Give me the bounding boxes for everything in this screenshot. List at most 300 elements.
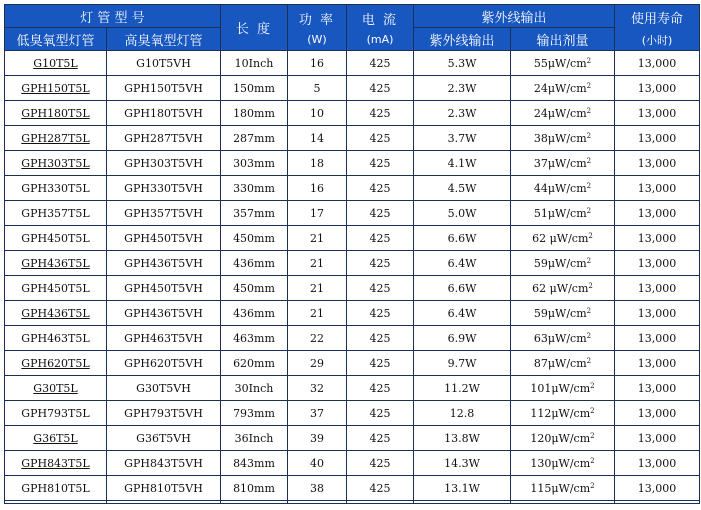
dose-unit-superscript: 2 (586, 181, 592, 190)
dose-unit-superscript: 2 (586, 306, 592, 315)
lifetime-cell (615, 426, 700, 451)
dose-output-cell (511, 376, 615, 401)
lifetime-cell-text: 13,000 (637, 281, 677, 295)
uv-output-cell (414, 351, 511, 376)
high-ozone-model-cell (107, 251, 221, 276)
partial-cell (511, 501, 615, 504)
uv-output-cell (414, 151, 511, 176)
table-row (5, 76, 700, 101)
uv-output-cell (414, 226, 511, 251)
current-header-label: 电 流 (361, 13, 399, 28)
high-ozone-header: 高臭氧型灯管 (107, 28, 221, 51)
high-ozone-model-cell (107, 376, 221, 401)
lifetime-cell (615, 151, 700, 176)
uv-output-cell (414, 176, 511, 201)
high-ozone-model-cell-text: GPH330T5VH (124, 181, 203, 195)
high-ozone-model-cell-text: G30T5VH (136, 381, 191, 395)
power-cell-text: 29 (310, 356, 324, 370)
high-ozone-model-cell-text: G36T5VH (136, 431, 191, 445)
dose-output-cell (511, 351, 615, 376)
uv-output-cell (414, 326, 511, 351)
high-ozone-model-cell-text: GPH357T5VH (124, 206, 203, 220)
current-cell-text: 425 (369, 206, 391, 220)
low-ozone-model-cell-text: GPH450T5L (21, 231, 90, 245)
lifetime-cell-text: 13,000 (637, 356, 677, 370)
low-ozone-model-cell (5, 301, 107, 326)
high-ozone-model-cell (107, 226, 221, 251)
power-cell-text: 21 (310, 306, 324, 320)
dose-output-cell-text: 130μW/cm (530, 456, 591, 470)
lifetime-cell (615, 301, 700, 326)
table-row (5, 376, 700, 401)
lifetime-cell (615, 101, 700, 126)
uv-output-cell (414, 301, 511, 326)
power-cell-text: 14 (310, 131, 324, 145)
dose-output-cell-text: 44μW/cm (533, 181, 587, 195)
high-ozone-model-cell-text: GPH620T5VH (124, 356, 203, 370)
current-cell-text: 425 (369, 306, 391, 320)
current-cell-text: 425 (369, 431, 391, 445)
power-cell-text: 16 (310, 56, 324, 70)
high-ozone-model-cell-text: GPH793T5VH (124, 406, 203, 420)
power-cell (288, 451, 347, 476)
lifetime-cell (615, 176, 700, 201)
power-cell (288, 101, 347, 126)
lifetime-cell-text: 13,000 (637, 206, 677, 220)
low-ozone-header: 低臭氧型灯管 (5, 28, 107, 51)
table-row (5, 326, 700, 351)
table-row (5, 226, 700, 251)
current-header (347, 5, 414, 51)
power-cell-text: 21 (310, 256, 324, 270)
dose-output-cell (511, 51, 615, 76)
lifetime-cell-text: 13,000 (637, 231, 677, 245)
dose-output-cell-text: 112μW/cm (530, 406, 591, 420)
length-cell (221, 276, 288, 301)
power-cell (288, 251, 347, 276)
lifetime-cell-text: 13,000 (637, 156, 677, 170)
dose-unit-superscript: 2 (586, 56, 592, 65)
dose-unit-superscript: 2 (586, 156, 592, 165)
power-cell (288, 76, 347, 101)
low-ozone-model-cell-text: G36T5L (33, 431, 78, 445)
high-ozone-model-cell-text: GPH450T5VH (124, 231, 203, 245)
length-cell (221, 401, 288, 426)
power-cell-text: 16 (310, 181, 324, 195)
low-ozone-model-cell-text: G10T5L (33, 56, 78, 70)
uv-output-header: 紫外线输出 (414, 5, 615, 28)
power-cell (288, 476, 347, 501)
length-cell-text: 180mm (233, 106, 275, 120)
table-row (5, 51, 700, 76)
lifetime-cell (615, 51, 700, 76)
low-ozone-model-cell-text: GPH463T5L (21, 331, 90, 345)
power-cell (288, 226, 347, 251)
high-ozone-model-cell (107, 76, 221, 101)
length-cell-text: 793mm (233, 406, 275, 420)
dose-output-cell (511, 326, 615, 351)
low-ozone-model-cell-text: GPH843T5L (21, 456, 90, 470)
power-cell-text: 37 (310, 406, 324, 420)
power-cell-text: 21 (310, 231, 324, 245)
lifetime-cell (615, 226, 700, 251)
high-ozone-model-cell (107, 101, 221, 126)
low-ozone-model-cell-text: GPH180T5L (21, 106, 90, 120)
power-cell-text: 38 (310, 481, 324, 495)
length-cell (221, 376, 288, 401)
dose-output-cell-text: 24μW/cm (533, 106, 587, 120)
power-cell-text: 18 (310, 156, 324, 170)
uv-output-cell (414, 101, 511, 126)
lifetime-cell (615, 76, 700, 101)
low-ozone-model-cell-text: GPH330T5L (21, 181, 90, 195)
power-cell (288, 151, 347, 176)
dose-output-cell-text: 101μW/cm (530, 381, 591, 395)
current-cell-text: 425 (369, 256, 391, 270)
length-cell (221, 251, 288, 276)
power-cell (288, 301, 347, 326)
uv-output-cell (414, 426, 511, 451)
dose-output-cell-text: 24μW/cm (533, 81, 587, 95)
low-ozone-model-cell (5, 201, 107, 226)
uv-output-cell-text: 4.1W (447, 156, 477, 170)
dose-output-cell (511, 251, 615, 276)
high-ozone-model-cell-text: GPH150T5VH (124, 81, 203, 95)
current-cell (347, 276, 414, 301)
dose-output-cell-text: 115μW/cm (530, 481, 591, 495)
low-ozone-model-cell-text: GPH436T5L (21, 306, 90, 320)
length-header (221, 5, 288, 51)
length-cell (221, 201, 288, 226)
length-cell (221, 426, 288, 451)
dose-unit-superscript: 2 (586, 106, 592, 115)
dose-output-cell-text: 55μW/cm (533, 56, 587, 70)
table-row (5, 351, 700, 376)
power-cell (288, 176, 347, 201)
length-cell (221, 226, 288, 251)
low-ozone-model-cell (5, 376, 107, 401)
high-ozone-model-cell (107, 276, 221, 301)
dose-output-cell-text: 37μW/cm (533, 156, 587, 170)
dose-unit-superscript: 2 (586, 331, 592, 340)
low-ozone-model-cell-text: GPH436T5L (21, 256, 90, 270)
dose-unit-superscript: 2 (586, 206, 592, 215)
uv-output-cell-text: 6.9W (447, 331, 477, 345)
low-ozone-model-cell-text: GPH810T5L (21, 481, 90, 495)
uv-output-cell-text: 13.8W (444, 431, 480, 445)
lifetime-cell-text: 13,000 (637, 56, 677, 70)
uv-output-cell (414, 276, 511, 301)
uv-output-cell (414, 201, 511, 226)
current-cell (347, 76, 414, 101)
current-cell (347, 476, 414, 501)
current-cell-text: 425 (369, 131, 391, 145)
uv-output-cell-text: 2.3W (447, 81, 477, 95)
current-cell (347, 326, 414, 351)
low-ozone-model-cell (5, 151, 107, 176)
length-header-label: 长 度 (235, 22, 273, 37)
low-ozone-model-cell-text: GPH620T5L (21, 356, 90, 370)
dose-output-cell-text: 51μW/cm (533, 206, 587, 220)
partial-cell (107, 501, 221, 504)
low-ozone-model-cell (5, 226, 107, 251)
length-cell (221, 51, 288, 76)
dose-output-cell (511, 476, 615, 501)
dose-unit-superscript: 2 (590, 381, 595, 390)
high-ozone-model-cell (107, 351, 221, 376)
dose-output-cell-text: 62 μW/cm (532, 231, 589, 245)
dose-output-cell-text: 38μW/cm (533, 131, 587, 145)
current-cell (347, 426, 414, 451)
uv-output-cell (414, 126, 511, 151)
lifetime-cell-text: 13,000 (637, 381, 677, 395)
dose-output-cell (511, 276, 615, 301)
dose-unit-superscript: 2 (590, 431, 595, 440)
length-cell (221, 351, 288, 376)
power-cell-text: 32 (310, 381, 324, 395)
current-unit: (mA) (366, 33, 394, 46)
low-ozone-model-cell (5, 476, 107, 501)
low-ozone-model-cell-text: GPH450T5L (21, 281, 90, 295)
high-ozone-model-cell (107, 301, 221, 326)
length-cell-text: 287mm (233, 131, 275, 145)
length-cell (221, 451, 288, 476)
lifetime-cell-text: 13,000 (637, 81, 677, 95)
table-row (5, 151, 700, 176)
current-cell (347, 376, 414, 401)
length-cell (221, 301, 288, 326)
power-header (288, 5, 347, 51)
lifetime-cell-text: 13,000 (637, 406, 677, 420)
uv-output-cell-text: 6.4W (447, 256, 477, 270)
dose-output-cell-text: 120μW/cm (530, 431, 591, 445)
power-cell (288, 426, 347, 451)
uv-output-cell-text: 5.3W (447, 56, 477, 70)
table-row (5, 401, 700, 426)
dose-unit-superscript: 2 (588, 231, 593, 240)
length-cell-text: 450mm (233, 281, 275, 295)
length-cell (221, 176, 288, 201)
low-ozone-model-cell-text: GPH357T5L (21, 206, 90, 220)
table-row (5, 476, 700, 501)
low-ozone-model-cell (5, 351, 107, 376)
high-ozone-model-cell (107, 151, 221, 176)
length-cell-text: 450mm (233, 231, 275, 245)
current-cell-text: 425 (369, 156, 391, 170)
current-cell (347, 126, 414, 151)
uv-output-cell-text: 13.1W (444, 481, 480, 495)
table-row (5, 451, 700, 476)
current-cell (347, 201, 414, 226)
high-ozone-model-cell (107, 126, 221, 151)
power-cell-text: 10 (310, 106, 324, 120)
dose-output-cell (511, 76, 615, 101)
uv-output-cell-text: 14.3W (444, 456, 480, 470)
dose-unit-superscript: 2 (586, 256, 592, 265)
low-ozone-model-cell (5, 101, 107, 126)
current-cell (347, 351, 414, 376)
lamp-model-header: 灯 管 型 号 (5, 5, 221, 28)
uv-output-sub-header: 紫外线输出 (414, 28, 511, 51)
high-ozone-model-cell-text: G10T5VH (136, 56, 191, 70)
dose-output-cell (511, 426, 615, 451)
table-row (5, 276, 700, 301)
uv-output-cell (414, 76, 511, 101)
dose-output-cell-text: 87μW/cm (533, 356, 587, 370)
low-ozone-model-cell (5, 126, 107, 151)
lifetime-cell-text: 13,000 (637, 181, 677, 195)
uv-output-cell (414, 401, 511, 426)
high-ozone-model-cell-text: GPH436T5VH (124, 256, 203, 270)
high-ozone-model-cell-text: GPH303T5VH (124, 156, 203, 170)
dose-unit-superscript: 2 (586, 81, 592, 90)
current-cell (347, 451, 414, 476)
high-ozone-model-cell-text: GPH810T5VH (124, 481, 203, 495)
dose-output-cell (511, 126, 615, 151)
high-ozone-model-cell-text: GPH180T5VH (124, 106, 203, 120)
dose-output-cell-text: 59μW/cm (533, 306, 587, 320)
lifetime-header-label: 使用寿命 (631, 11, 684, 27)
length-cell-text: 436mm (233, 306, 275, 320)
low-ozone-model-cell (5, 426, 107, 451)
current-cell (347, 301, 414, 326)
dose-output-cell (511, 151, 615, 176)
power-cell (288, 326, 347, 351)
table-row (5, 101, 700, 126)
uv-output-cell (414, 376, 511, 401)
uv-output-cell-text: 3.7W (447, 131, 477, 145)
lifetime-cell-text: 13,000 (637, 106, 677, 120)
low-ozone-model-cell-text: GPH150T5L (21, 81, 90, 95)
dose-output-cell (511, 401, 615, 426)
dose-output-cell (511, 201, 615, 226)
table-row (5, 301, 700, 326)
dose-output-cell (511, 101, 615, 126)
low-ozone-model-cell (5, 251, 107, 276)
uv-output-cell-text: 2.3W (447, 106, 477, 120)
low-ozone-model-cell (5, 76, 107, 101)
current-cell (347, 401, 414, 426)
power-cell (288, 401, 347, 426)
table-row (5, 176, 700, 201)
power-cell (288, 351, 347, 376)
partial-cell (414, 501, 511, 504)
dose-output-cell (511, 301, 615, 326)
table-row (5, 126, 700, 151)
dose-unit-superscript: 2 (590, 481, 595, 490)
partial-cell (288, 501, 347, 504)
length-cell (221, 101, 288, 126)
dose-output-cell (511, 226, 615, 251)
current-cell (347, 176, 414, 201)
dose-unit-superscript: 2 (586, 131, 592, 140)
uv-output-cell-text: 4.5W (447, 181, 477, 195)
table-row-partial (5, 501, 700, 504)
partial-cell (347, 501, 414, 504)
dose-output-cell-text: 59μW/cm (533, 256, 587, 270)
high-ozone-model-cell (107, 326, 221, 351)
current-cell (347, 251, 414, 276)
power-unit: (W) (307, 33, 327, 46)
lifetime-cell-text: 13,000 (637, 256, 677, 270)
current-cell (347, 101, 414, 126)
current-cell-text: 425 (369, 356, 391, 370)
lifetime-cell (615, 476, 700, 501)
high-ozone-model-cell-text: GPH463T5VH (124, 331, 203, 345)
low-ozone-model-cell-text: GPH303T5L (21, 156, 90, 170)
high-ozone-model-cell (107, 426, 221, 451)
current-cell-text: 425 (369, 406, 391, 420)
length-cell-text: 30Inch (234, 381, 274, 395)
low-ozone-model-cell-text: GPH793T5L (21, 406, 90, 420)
low-ozone-model-cell-text: GPH287T5L (21, 131, 90, 145)
power-cell (288, 376, 347, 401)
current-cell (347, 151, 414, 176)
current-cell-text: 425 (369, 56, 391, 70)
table-header (5, 5, 700, 51)
length-cell-text: 330mm (233, 181, 275, 195)
length-cell-text: 436mm (233, 256, 275, 270)
uv-output-cell-text: 5.0W (447, 206, 477, 220)
lifetime-header (615, 5, 700, 51)
uv-output-cell (414, 476, 511, 501)
length-cell-text: 463mm (233, 331, 275, 345)
low-ozone-model-cell (5, 451, 107, 476)
power-cell-text: 40 (310, 456, 324, 470)
lifetime-cell (615, 251, 700, 276)
high-ozone-model-cell (107, 51, 221, 76)
length-cell-text: 357mm (233, 206, 275, 220)
lifetime-cell-text: 13,000 (637, 431, 677, 445)
current-cell (347, 51, 414, 76)
lifetime-cell (615, 401, 700, 426)
length-cell-text: 10Inch (234, 56, 274, 70)
length-cell-text: 810mm (233, 481, 275, 495)
lifetime-cell (615, 201, 700, 226)
high-ozone-model-cell (107, 476, 221, 501)
uv-output-cell-text: 12.8 (449, 406, 475, 420)
power-cell (288, 276, 347, 301)
high-ozone-model-cell (107, 176, 221, 201)
dose-output-cell-text: 63μW/cm (533, 331, 587, 345)
low-ozone-model-cell (5, 401, 107, 426)
current-cell-text: 425 (369, 281, 391, 295)
length-cell-text: 150mm (233, 81, 275, 95)
current-cell-text: 425 (369, 381, 391, 395)
current-cell-text: 425 (369, 331, 391, 345)
lifetime-unit: (小时) (641, 33, 673, 47)
length-cell-text: 620mm (233, 356, 275, 370)
current-cell-text: 425 (369, 231, 391, 245)
high-ozone-model-cell-text: GPH436T5VH (124, 306, 203, 320)
current-cell-text: 425 (369, 81, 391, 95)
table-row (5, 426, 700, 451)
uv-output-cell-text: 9.7W (447, 356, 477, 370)
uv-output-cell-text: 6.6W (447, 231, 477, 245)
length-cell (221, 151, 288, 176)
lifetime-cell (615, 126, 700, 151)
dose-unit-superscript: 2 (590, 406, 595, 415)
dose-output-header: 输出剂量 (511, 28, 615, 51)
current-cell-text: 425 (369, 181, 391, 195)
uv-output-cell (414, 451, 511, 476)
current-cell-text: 425 (369, 456, 391, 470)
dose-output-cell (511, 176, 615, 201)
partial-cell (5, 501, 107, 504)
high-ozone-model-cell-text: GPH843T5VH (124, 456, 203, 470)
power-cell-text: 39 (310, 431, 324, 445)
high-ozone-model-cell (107, 451, 221, 476)
